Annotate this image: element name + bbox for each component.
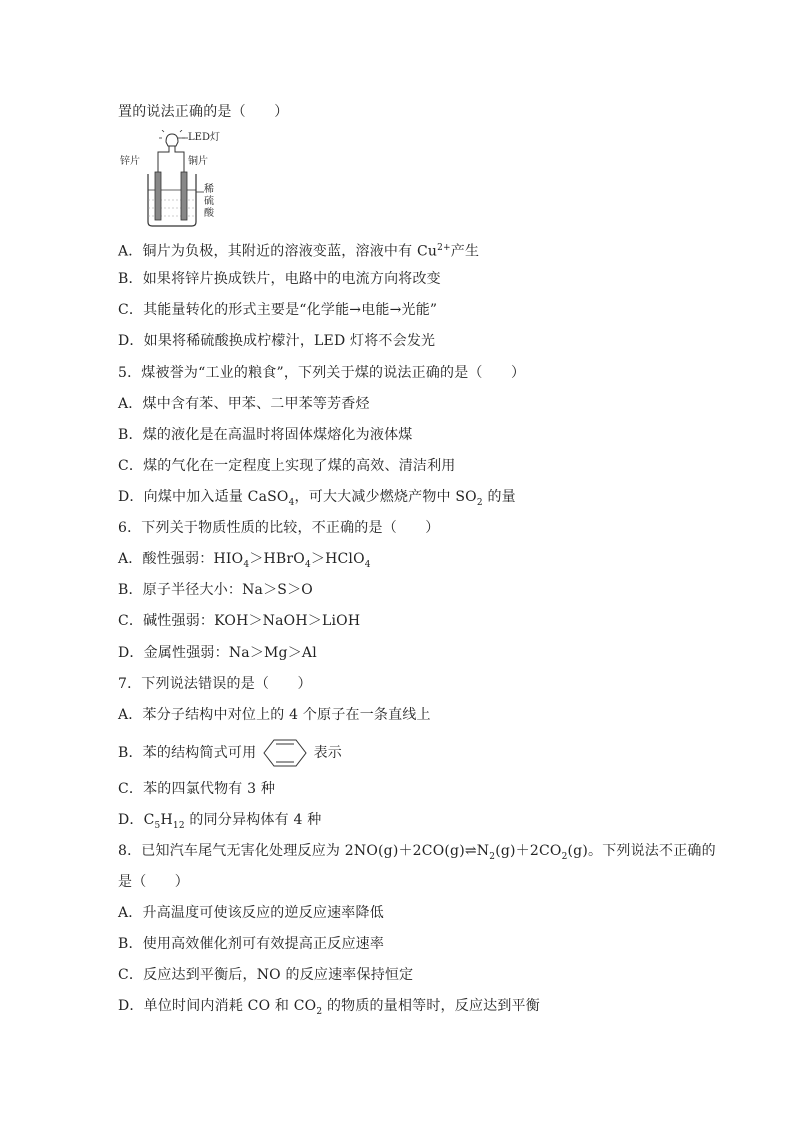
copper-electrode bbox=[181, 172, 187, 220]
q8-stem-continued: 是（ ） bbox=[118, 874, 189, 890]
q7-option-d: D．$C_5H_{12}$ 的同分异构体有 4 种 bbox=[118, 812, 322, 831]
q6-option-c: C．碱性强弱：KOH＞NaOH＞LiOH bbox=[118, 613, 361, 629]
q8-option-b: B．使用高效催化剂可有效提高正反应速率 bbox=[118, 936, 385, 952]
q6-option-d: D．金属性强弱：Na＞Mg＞Al bbox=[118, 645, 317, 661]
q6-option-b: B．原子半径大小：Na＞S＞O bbox=[118, 582, 313, 598]
led-label: LED灯 bbox=[188, 132, 220, 143]
copper-label: 铜片 bbox=[188, 156, 208, 167]
q6-option-a: A．酸性强弱：$HIO_4>HBrO_4>HClO_4$ bbox=[118, 551, 371, 570]
acid-label-2: 硫 bbox=[204, 196, 214, 207]
q6-stem: 6．下列关于物质性质的比较，不正确的是（ ） bbox=[118, 520, 440, 536]
q5-option-c: C．煤的气化在一定程度上实现了煤的高效、清洁利用 bbox=[118, 458, 456, 474]
q4-option-b: B．如果将锌片换成铁片，电路中的电流方向将改变 bbox=[118, 271, 441, 287]
zinc-label: 锌片 bbox=[120, 156, 140, 167]
q7-stem: 7．下列说法错误的是（ ） bbox=[118, 676, 312, 692]
acid-label-1: 稀 bbox=[204, 184, 214, 195]
galvanic-cell-figure bbox=[120, 130, 230, 230]
q4-option-c: C．其能量转化的形式主要是“化学能→电能→光能” bbox=[118, 302, 438, 318]
led-bulb-icon bbox=[159, 130, 188, 146]
q5-option-b: B．煤的液化是在高温时将固体煤熔化为液体煤 bbox=[118, 427, 413, 443]
q4-option-a: A．铜片为负极，其附近的溶液变蓝，溶液中有 $Cu^{2+}$产生 bbox=[118, 243, 480, 260]
q4-option-d: D．如果将稀硫酸换成柠檬汁，LED 灯将不会发光 bbox=[118, 333, 436, 349]
acid-label-3: 酸 bbox=[204, 208, 214, 219]
q5-option-d: D．向煤中加入适量 CaSO$_4$，可大大减少燃烧产物中 $SO_2$ 的量 bbox=[118, 489, 516, 508]
q8-option-a: A．升高温度可使该反应的逆反应速率降低 bbox=[118, 905, 384, 921]
galvanic-cell-diagram bbox=[140, 130, 230, 230]
q7-option-a: A．苯分子结构中对位上的 4 个原子在一条直线上 bbox=[118, 707, 431, 723]
zinc-electrode bbox=[155, 172, 161, 220]
q7-option-b: B．苯的结构简式可用 表示 bbox=[118, 738, 342, 768]
q8-stem: 8．已知汽车尾气无害化处理反应为 $2NO(g)+2CO(g)\rightleftharpoons N_2(g)+2CO_2(g)$。下列说法不正确的 bbox=[118, 843, 716, 862]
q5-stem: 5．煤被誉为“工业的粮食”，下列关于煤的说法正确的是（ ） bbox=[118, 365, 526, 381]
q4-stem: 置的说法正确的是（ ） bbox=[118, 104, 289, 120]
q7-option-c: C．苯的四氯代物有 3 种 bbox=[118, 781, 276, 797]
q5-option-a: A．煤中含有苯、甲苯、二甲苯等芳香烃 bbox=[118, 396, 370, 412]
q8-option-d: D．单位时间内消耗 CO 和 $CO_2$ 的物质的量相等时，反应达到平衡 bbox=[118, 998, 540, 1017]
q8-option-c: C．反应达到平衡后，NO 的反应速率保持恒定 bbox=[118, 967, 414, 983]
benzene-ring-icon bbox=[263, 738, 307, 768]
